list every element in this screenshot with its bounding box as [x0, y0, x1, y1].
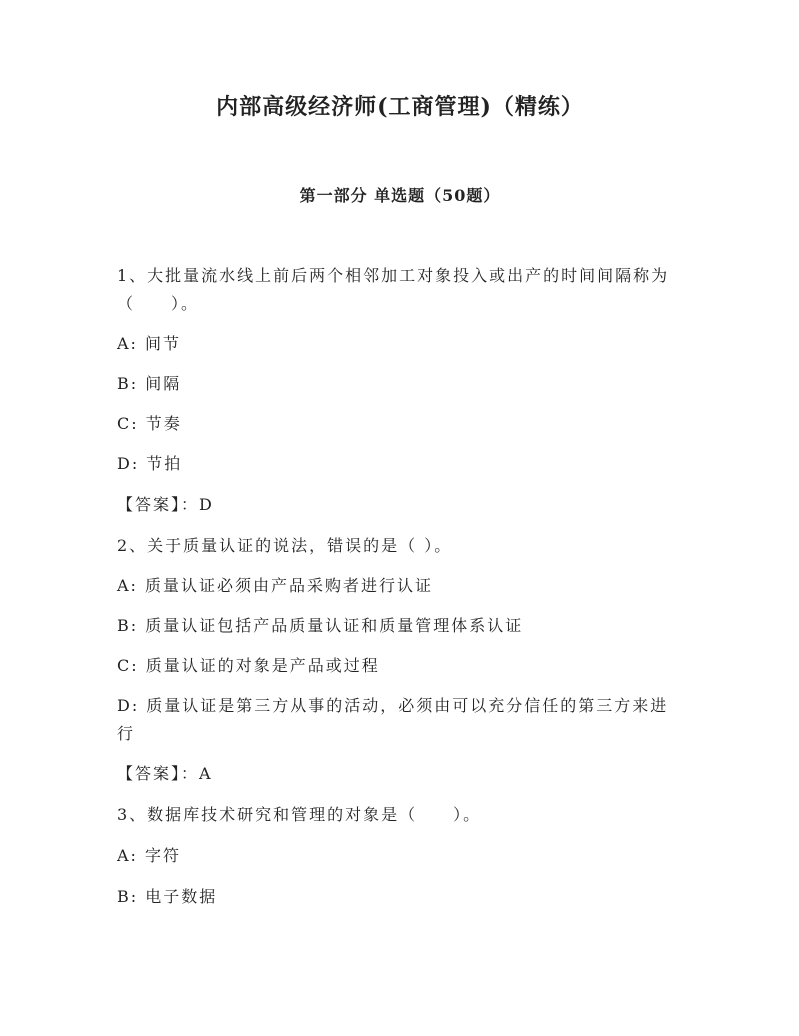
question-1-stem-line-1: 1、大批量流水线上前后两个相邻加工对象投入或出产的时间间隔称为	[117, 266, 670, 285]
question-2-stem-line-1: 2、关于质量认证的说法，错误的是（ ）。	[117, 536, 453, 555]
question-2-answer: 【答案】：A	[117, 764, 213, 783]
question-2-option-b: B: 质量认证包括产品质量认证和质量管理体系认证	[117, 616, 524, 635]
question-1-option-c: C: 节奏	[117, 414, 182, 433]
section-title: 第一部分 单选题（50题）	[299, 186, 501, 205]
question-2-option-c: C: 质量认证的对象是产品或过程	[117, 656, 380, 675]
question-2-option-d: D: 质量认证是第三方从事的活动，必须由可以充分信任的第三方来进	[117, 696, 669, 715]
question-2-option-d-continued: 行	[117, 724, 136, 743]
question-2-option-a: A: 质量认证必须由产品采购者进行认证	[117, 576, 434, 595]
question-1-option-d: D: 节拍	[117, 454, 183, 473]
document-title: 内部高级经济师(工商管理)（精练）	[216, 94, 584, 120]
question-3-stem-line-1: 3、数据库技术研究和管理的对象是（ ）。	[117, 805, 482, 824]
question-1-option-b: B: 间隔	[117, 374, 182, 393]
question-1-stem-line-2: （ ）。	[117, 294, 200, 313]
question-3-option-b: B: 电子数据	[117, 887, 218, 906]
question-1-option-a: A: 间节	[117, 334, 182, 353]
question-3-option-a: A: 字符	[117, 846, 182, 865]
question-1-answer: 【答案】：D	[117, 495, 214, 514]
